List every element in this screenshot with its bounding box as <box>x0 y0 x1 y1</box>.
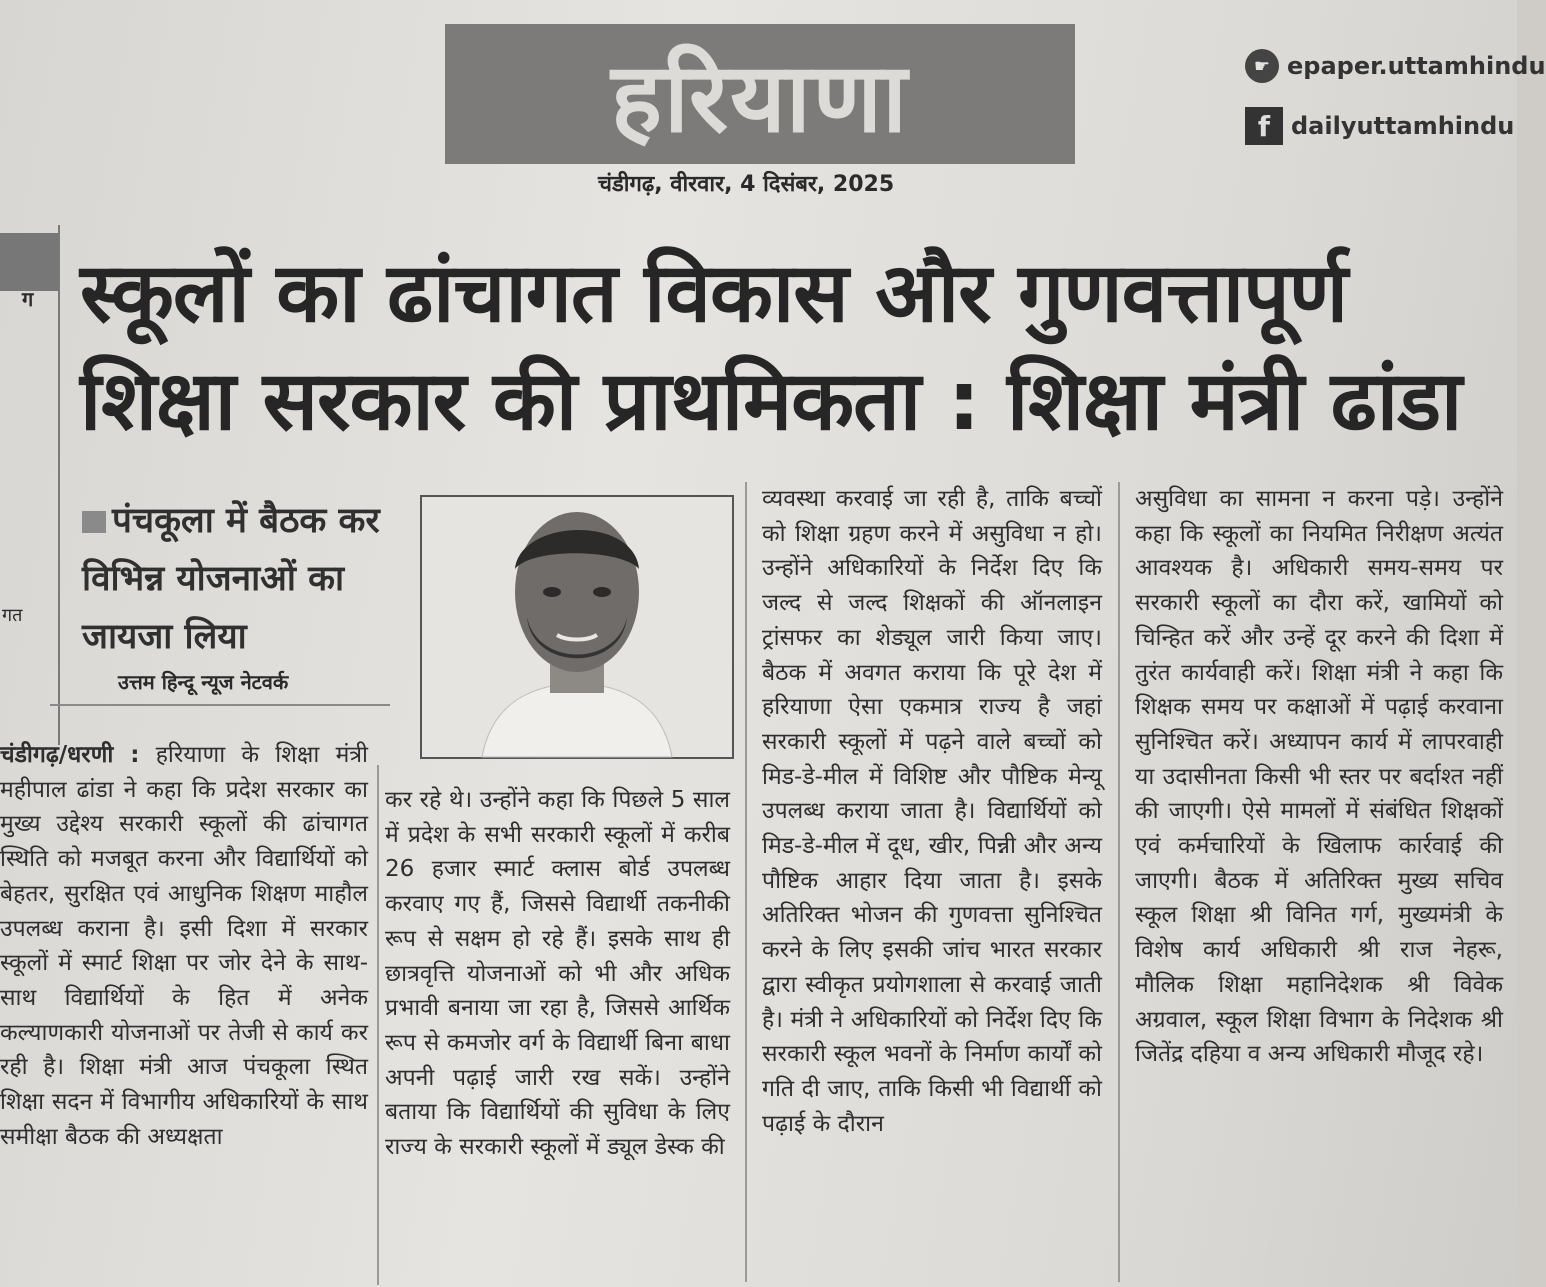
article-dateline: चंडीगढ़/धरणी : <box>0 742 140 768</box>
column-rule <box>745 482 747 1282</box>
page-dateline: चंडीगढ़, वीरवार, 4 दिसंबर, 2025 <box>598 172 895 197</box>
epaper-label: epaper.uttamhindu <box>1287 52 1546 80</box>
column-3-text: व्यवस्था करवाई जा रही है, ताकि बच्चों को शिक्षा ग्रहण करने में असुविधा न हो। उन्होंने अधिकारियों के निर्देश दिए कि जल्द से जल्द शिक्षकों की ऑनलाइन ट्रांसफर का शेड्यूल जारी किया जाए। बैठक में अवगत कराया कि पूरे देश में हरियाणा ऐसा एकमात्र राज्य है जहां सरकारी स्कूलों में पढ़ने वाले बच्चों को मिड-डे-मील में विशिष्ट और पौष्टिक मेन्यू उपलब्ध कराया जाता है। विद्यार्थियों को मिड-डे-मील में दूध, खीर, पिन्नी और अन्य पौष्टिक आहार दिया जाता है। इसके अतिरिक्त भोजन की गुणवत्ता सुनिश्चित करने के लिए इसकी जांच भारत सरकार द्वारा स्वीकृत प्रयोगशाला से करवाई जाती है। मंत्री ने अधिकारियों को निर्देश दिए कि सरकारी स्कूल भवनों के निर्माण कार्यों को गति दी जाए, ताकि किसी भी विद्यार्थी को पढ़ाई के दौरान <box>762 486 1102 1137</box>
bullet-square-icon <box>82 511 106 533</box>
adjacent-column-fragment <box>0 225 60 745</box>
column-1-text: हरियाणा के शिक्षा मंत्री महीपाल ढांडा ने कहा कि प्रदेश सरकार का मुख्य उद्देश्य सरकारी स्कूलों की ढांचागत स्थिति को मजबूत करना और विद्यार्थियों को बेहतर, सुरक्षित एवं आधुनिक शिक्षण माहौल उपलब्ध कराना है। इसी दिशा में सरकार स्कूलों में स्मार्ट शिक्षा पर जोर देने के साथ-साथ विद्यार्थियों के हित में अनेक कल्याणकारी योजनाओं पर तेजी से कार्य कर रही है। शिक्षा मंत्री आज पंचकूला स्थित शिक्षा सदन में विभागीय अधिकारियों के साथ समीक्षा बैठक की अध्यक्षता <box>0 742 369 1150</box>
social-links <box>1245 40 1546 152</box>
subheadline-text: पंचकूला में बैठक कर विभिन्न योजनाओं का जायजा लिया <box>82 501 380 657</box>
byline: उत्तम हिन्दू न्यूज नेटवर्क <box>118 670 289 694</box>
subheadline <box>82 492 382 666</box>
facebook-icon: f <box>1245 107 1283 145</box>
divider <box>50 704 390 706</box>
pointer-icon: ☛ <box>1245 49 1279 83</box>
facebook-link[interactable] <box>1245 100 1546 152</box>
adjacent-text-1: ग <box>22 287 34 311</box>
article-column-3 <box>762 482 1102 1141</box>
column-4-text: असुविधा का सामना न करना पड़े। उन्होंने कहा कि स्कूलों का नियमित निरीक्षण अत्यंत आवश्यक है। अधिकारी समय-समय पर सरकारी स्कूलों का दौरा करें, खामियों को चिन्हित करें और उन्हें दूर करने की दिशा में तुरंत कार्यवाही करें। शिक्षा मंत्री ने कहा कि शिक्षक समय पर कक्षाओं में पढ़ाई करवाना सुनिश्चित करें। अध्यापन कार्य में लापरवाही या उदासीनता किसी भी स्तर पर बर्दाश्त नहीं की जाएगी। ऐसे मामलों में संबंधित शिक्षकों एवं कर्मचारियों के खिलाफ कार्रवाई की जाएगी। बैठक में अतिरिक्त मुख्य सचिव स्कूल शिक्षा श्री विनित गर्ग, मुख्यमंत्री के विशेष कार्य अधिकारी श्री राज नेहरू, मौलिक शिक्षा महानिदेशक श्री विवेक अग्रवाल, स्कूल शिक्षा विभाग के निदेशक श्री जितेंद्र दहिया व अन्य अधिकारी मौजूद रहे। <box>1135 486 1503 1068</box>
column-rule <box>377 765 379 1285</box>
column-rule <box>1118 482 1120 1282</box>
portrait-photo <box>422 497 732 757</box>
epaper-link[interactable] <box>1245 40 1546 92</box>
column-2-text: कर रहे थे। उन्होंने कहा कि पिछले 5 साल में प्रदेश के सभी सरकारी स्कूलों में करीब 26 हजार स्मार्ट क्लास बोर्ड उपलब्ध करवाए गए हैं, जिससे विद्यार्थी तकनीकी रूप से सक्षम हो रहे हैं। इसके साथ ही छात्रवृत्ति योजनाओं को भी और अधिक प्रभावी बनाया जा रहा है, जिससे आर्थिक रूप से कमजोर वर्ग के विद्यार्थी बिना बाधा अपनी पढ़ाई जारी रख सकें। उन्होंने बताया कि विद्यार्थियों की सुविधा के लिए राज्य के सरकारी स्कूलों में ड्यूल डेस्क की <box>385 787 730 1161</box>
article-column-2 <box>385 783 730 1165</box>
minister-photo <box>420 495 734 759</box>
article-column-1 <box>0 738 368 1154</box>
headline-line-2: शिक्षा सरकार की प्राथमिकता : शिक्षा मंत्री ढांडा <box>80 354 1462 449</box>
headline <box>80 240 1500 456</box>
article-column-4 <box>1135 482 1503 1072</box>
facebook-label: dailyuttamhindu <box>1291 112 1515 140</box>
section-banner: हरियाणा <box>445 24 1075 164</box>
headline-line-1: स्कूलों का ढांचागत विकास और गुणवत्तापूर्ण <box>80 246 1347 341</box>
adjacent-banner-block <box>0 233 58 291</box>
adjacent-text-2: गत <box>2 605 23 626</box>
